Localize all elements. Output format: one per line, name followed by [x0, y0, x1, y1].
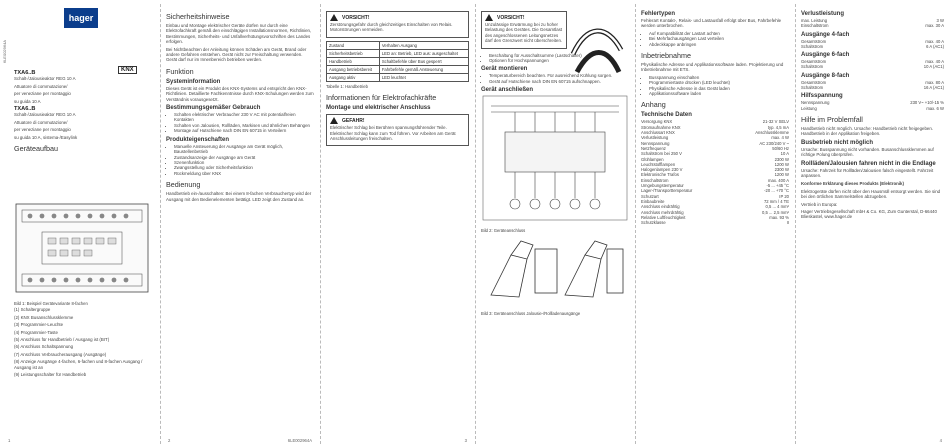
list-item: • Abdeckkappe anbringen [649, 42, 789, 47]
list-item: • Busspannung einschalten [649, 75, 789, 80]
warning-icon [485, 14, 493, 21]
table-cell: Ausgang aktiv [327, 73, 380, 81]
table-row [327, 41, 469, 49]
technische-heading: Technische Daten [641, 112, 692, 119]
model-code-2: TXA6..B [14, 106, 36, 113]
model-2-line-2: Attuatore di commutazione/ [14, 119, 68, 125]
spec-label: Glühlampen [641, 156, 664, 162]
table-cell: Schaltbefehle über Bus gesperrt [379, 57, 468, 65]
systeminfo-text: Dieses Gerät ist ein Produkt des KNX-Systems und entspricht den KNX-Richtlinien. Detaillierte Fachkenntnisse durch KNX-Schulungen werden zum Verständnis vorausgesetzt. [166, 85, 314, 102]
spec-label: Netzfrequenz [641, 145, 666, 151]
right-text: Ursache: Fahrzeit für Rollläden/Jalousien falsch eingestellt. Fahrzeit anpassen. [801, 167, 934, 178]
figure-1-caption: Bild 1: Beispiel Gerätevariante 8-fachen [14, 301, 88, 306]
vertrieb-label: Vertrieb in Europa: [801, 201, 838, 207]
produkt-heading: Produkteigenschaften [166, 136, 230, 143]
legend-item: (1) Schaltergruppe [14, 307, 51, 313]
list-item: • Schalten von Jalousien, Rollläden, Markisen und ähnlichen Behängen [174, 123, 314, 128]
geraet-heading: Gerät montieren [481, 66, 528, 73]
part-number: 6LE002964A [2, 40, 7, 64]
spec-table [641, 119, 789, 225]
device-diagram [12, 198, 152, 298]
warning-title: VORSICHT! [497, 15, 525, 21]
bestimmung-list [166, 112, 314, 134]
spec-table [801, 100, 944, 111]
column-6 [795, 0, 950, 448]
model-2-line-4: su guida 10 A, sistema-/Easylink [14, 134, 78, 140]
inbetrieb-heading: Inbetriebnahme [641, 51, 691, 61]
spec-value: max. 4 W [771, 135, 789, 141]
warning-box [481, 11, 567, 49]
table-row [327, 65, 469, 73]
wiring-diagram [481, 94, 629, 222]
page-number: 4 [939, 438, 942, 443]
spec-value: 21-32 V SELV [762, 119, 789, 125]
model-1-line-4: su guida 10 A [14, 98, 41, 104]
doc-code: 6LE002964A [287, 438, 312, 443]
hilfe-text: Handbetrieb nicht möglich. Ursache: Handbetrieb nicht freigegeben. Handbetrieb in der Applikation freigeben. [801, 125, 934, 137]
list-item: • Szenenfunktion [174, 160, 314, 165]
spec-label: Anschluss eindrähtig [641, 204, 680, 210]
list-item: • Montage auf Hutschiene nach DIN EN 60715 in Verteilern [174, 128, 314, 133]
table-row [327, 73, 469, 81]
spec-value: 16 A (AC1) [923, 85, 944, 91]
bedienung-heading: Bedienung [166, 180, 201, 190]
handbetrieb-table [326, 41, 469, 82]
spec-label: Anschluss mehrdrähtig [641, 209, 684, 215]
table-cell: LED an: Betrieb, LED aus: ausgeschaltet [379, 49, 468, 57]
spec-label: Stromaufnahme KNX [641, 124, 681, 130]
spec-value: max. 80 A [925, 79, 944, 85]
spec-value: max. 400 A [768, 177, 789, 183]
list-item: • Physikalische Adresse in das Gerät laden [649, 86, 789, 91]
spec-label: Verlustleistung [641, 135, 669, 141]
spec-value: 1200 W [774, 161, 789, 167]
spec-value: 2300 W [774, 156, 789, 162]
fehler-heading: Fehlertypen [641, 11, 676, 17]
spec-value: typ. 4,5 mA [767, 124, 789, 130]
column-4 [475, 0, 635, 448]
anhang-heading: Anhang [641, 100, 666, 110]
table-row [327, 49, 469, 57]
list-item: • Beschaltung für Ausschaltsumme (Lastschalter) [489, 53, 629, 58]
list-item: • Bei Mehrfachausgängen Last verteilen [649, 36, 789, 41]
spec-label: Schaltstrom bei 250 V [641, 151, 682, 157]
warning-text: Unzulässige Erwärmung bei zu hoher Belastung des Gerätes. Die Gesamtlast des angeschlossenen Leitungsnetzes darf den Grenzwert nicht überschreiten. [485, 22, 563, 44]
list-item: • Temperaturbereich beachten. Für ausreichend Kühlung sorgen. [489, 73, 629, 78]
spec-value: max. 30 A [925, 23, 944, 29]
legend-item: (2) KNX Busanschlussklemme [14, 314, 74, 320]
spec-label: Einschaltstrom [801, 23, 829, 29]
konform-text: Elektrogeräte dürfen nicht über den Hausmüll entsorgt werden. Sie sind bei den örtlichen Sammelstellen abzugeben. [801, 188, 941, 200]
spec-table [801, 59, 944, 70]
gerateaufbau-heading: Geräteaufbau [14, 144, 58, 154]
warning-icon [330, 14, 338, 21]
spec-row [801, 64, 944, 69]
list-item: • Rückmeldung über KNX [174, 171, 314, 176]
table-cell: Ausgang betriebsbereit [327, 65, 380, 73]
spec-label: Einschaltstrom [641, 177, 669, 183]
table-cell: Sicherheitsbetrieb [327, 49, 380, 57]
legend-item: (9) Leistungsschalter für Handbetrieb [14, 372, 87, 378]
list-item: • Zwangsstellung oder Sicherheitsfunktion [174, 165, 314, 170]
spec-value: -5 ... +45 °C [766, 183, 789, 189]
spec-value: II [786, 220, 789, 226]
systeminfo-heading: Systeminformation [166, 78, 221, 85]
spec-label: Elektronische Trafos [641, 172, 679, 178]
spec-value: IP 20 [779, 193, 789, 199]
bestimmung-heading: Bestimmungsgemäßer Gebrauch [166, 105, 261, 112]
spec-label: max. Leistung [801, 18, 828, 23]
spec-row [801, 85, 944, 90]
column-1 [0, 0, 160, 448]
list-item: • Manuelle Ansteuerung der Ausgänge am Gerät möglich, Baustellenbetrieb [174, 144, 314, 155]
danger-text: Elektrischer Schlag bei Berühren spannungsführender Teile. Elektrischer Schlag kann zum Tod führen. Vor Arbeiten am Gerät Anschlussleitungen freischalten. [330, 125, 456, 142]
list-item: • Optionen für Hochspannungen [489, 58, 629, 63]
legend-item: (8) Anzeige Ausgänge 4-fachen, 6-fachen und 8-fachen Ausgang / Ausgang ist an [14, 359, 143, 370]
legend-item: (6) Anschluss Schaltspannung [14, 344, 74, 350]
spec-label: Nennspannung [641, 140, 670, 146]
page-number: 3 [464, 438, 467, 443]
warning-box [326, 11, 469, 38]
spec-value: 50/60 Hz [772, 145, 789, 151]
sicherheit-text: Einbau und Montage elektrischer Geräte dürfen nur durch eine Elektrofachkraft gemäß den einschlägigen Installationsnormen, Richtlinien, Bestimmungen, Sicherheits- und Unfallverhütungsvorschriften des Landes erfolgen. [166, 23, 312, 45]
spec-label: Schutzklasse [641, 220, 666, 226]
danger-icon [330, 117, 338, 124]
danger-box [326, 114, 469, 146]
column-3 [320, 0, 475, 448]
hilfe-heading: Hilfe im Problemfall [801, 114, 863, 124]
spec-row [801, 23, 944, 28]
spec-value: 230 V~ +10/-15 % [910, 100, 944, 106]
info-heading: Informationen für Elektrofachkräfte [326, 93, 437, 103]
spec-value: 2300 W [774, 167, 789, 173]
spec-value: max. 6 W [926, 105, 944, 111]
legend-item: (4) Programmier-Taste [14, 329, 58, 335]
spec-value: 3 W [936, 18, 944, 23]
sicherheit-heading: Sicherheitshinweise [166, 12, 230, 21]
bullet-list [641, 31, 789, 47]
legend-item: (3) Programmier-Leuchte [14, 322, 64, 328]
spec-label: Einbaubreite [641, 198, 665, 204]
page-number: 1 [8, 438, 11, 443]
spec-table [801, 39, 944, 50]
spec-label: Lager-/Transporttemperatur [641, 188, 693, 194]
anschluss-heading: Gerät anschließen [481, 87, 534, 94]
spec-group-title: Hilfsspannung [801, 93, 843, 100]
spec-label: Schutzart [641, 193, 659, 199]
figure-2-caption: Bild 2: Geräteanschluss [481, 228, 526, 234]
fehler-text: Fehlerart Kontakt-, Relais- und Lastausfall erfolgt über Bus, Fahrbefehle werden unterbrochen. [641, 18, 782, 29]
spec-group-title: Ausgänge 6-fach [801, 52, 850, 59]
bedienung-text: Handbetrieb ein-/ausschalten: Bei einem 8-fachen Verbrauchertyp wird der Ausgang mit den Bedienelementen betätigt. LED zeigt den Zustand an. [166, 191, 312, 202]
spec-label: Schaltstrom [801, 85, 824, 91]
hager-logo: hager [64, 8, 98, 28]
model-code-1: TXA6..B [14, 70, 36, 76]
spec-label: Gesamtstrom [801, 38, 827, 44]
spec-group-title: Ausgänge 4-fach [801, 31, 850, 38]
spec-row [641, 220, 789, 225]
inbetrieb-text: Physikalische Adresse und Applikationssoftware laden. Projektierung und Inbetriebnahme mit ETS. [641, 62, 784, 73]
spec-table [801, 80, 944, 91]
table-cell: Zustand [327, 41, 380, 49]
model-2-line-3: per veneziane per montaggio [14, 127, 71, 133]
model-1-line-3: per veneziane per montaggio [14, 91, 71, 97]
model-1-line-1: Schalt-/Jalousieaktor REG 10 A [14, 76, 76, 82]
right-heading: Rollläden/Jalousien fahren nicht in die Endlage [801, 160, 936, 167]
spec-label: Schaltstrom [801, 64, 824, 70]
table-cell: Handbetrieb [327, 57, 380, 65]
spec-label: Gesamtstrom [801, 59, 827, 65]
spec-value: max. 40 A [925, 59, 944, 65]
spec-value: 10 A (AC1) [923, 64, 944, 70]
danger-title: GEFAHR! [342, 118, 365, 125]
model-1-line-2: Attuatore di commutazione/ [14, 83, 68, 89]
spec-value: max. 40 A [925, 38, 944, 44]
hands-illustration [481, 235, 629, 305]
list-item: • Programmiertaste drücken (LED leuchtet) [649, 80, 789, 85]
spec-group-title: Verlustleistung [801, 11, 845, 17]
buslast-heading: Busbetrieb nicht möglich [801, 139, 874, 146]
warning-title: VORSICHT! [342, 15, 370, 21]
table-cell: Verhalten Ausgang [379, 41, 468, 49]
spec-value: max. 93 % [769, 214, 789, 220]
spec-value: -20 ... +70 °C [764, 188, 789, 194]
spec-groups [801, 11, 944, 111]
spec-value: 1200 W [774, 172, 789, 178]
produkt-list [166, 144, 314, 176]
sicherheit-text-2: Bei Nichtbeachten der Anleitung können Schäden am Gerät, Brand oder andere Gefahren entstehen. Gerät nicht zur Freischaltung verwenden. Gerät darf nur im Innenbereich betrieben werden. [166, 46, 307, 63]
spec-value: 72 mm / 4 TE [763, 198, 789, 204]
list-item: • Applikationssoftware laden [649, 91, 789, 96]
table-row [327, 57, 469, 65]
table-cell: Fahrbefehle gemäß Ansteuerung [379, 65, 468, 73]
legend-item: (5) Anschluss für Handbetrieb / Ausgang ist (BIT) [14, 337, 110, 343]
spec-label: Halogenlampen 230 V [641, 167, 683, 173]
spec-value: 10 A [780, 151, 789, 157]
konform-label: Konforme Erklärung dieses Produkts (Elektronik) [801, 181, 904, 187]
knx-mark: KNX [118, 66, 137, 74]
spec-value: 0,5 ... 4 mm² [765, 204, 789, 210]
column-2 [160, 0, 320, 448]
spec-label: Relative Luftfeuchtigkeit [641, 214, 686, 220]
funktion-heading: Funktion [166, 66, 194, 76]
spec-value: 0,5 ... 2,5 mm² [762, 209, 789, 215]
spec-label: Anschlussart KNX [641, 130, 675, 136]
table-cell: LED leuchtet [379, 73, 468, 81]
buslast-text: Ursache: Busspannung nicht vorhanden. Busanschlussklemmen auf richtige Polung überprüfen. [801, 146, 934, 158]
spec-label: Versorgung KNX [641, 119, 673, 125]
figure-3-caption: Bild 3: Geräteanschluss Jalousie-/Rollladenausgänge [481, 310, 581, 316]
list-item: • Gerät auf Hutschiene nach DIN EN 60715 aufschnappen. [489, 79, 629, 84]
model-2-line-1: Schalt-/Jalousieaktor REG 10 A [14, 112, 76, 118]
spec-value: Anschlussklemme [755, 130, 789, 136]
spec-table [801, 18, 944, 29]
spec-value: 6 A (AC1) [926, 43, 944, 49]
montage-heading: Montage und elektrischer Anschluss [326, 105, 431, 112]
cable-icon [567, 14, 627, 84]
page-number: 2 [168, 438, 171, 443]
spec-value: AC 230/240 V ~ [759, 140, 789, 146]
spec-group-title: Ausgänge 8-fach [801, 72, 850, 79]
spec-label: Leistung [801, 105, 817, 111]
inbetrieb-list [641, 75, 789, 97]
list-item: • Auf Kompatibilität der Lastart achten [649, 31, 789, 36]
spec-row [801, 44, 944, 49]
spec-label: Leuchtstofflampen [641, 161, 676, 167]
spec-label: Gesamtstrom [801, 79, 827, 85]
column-5 [635, 0, 795, 448]
spec-label: Schaltstrom [801, 43, 824, 49]
spec-label: Umgebungstemperatur [641, 183, 684, 189]
list-item: • Zustandsanzeige der Ausgänge am Gerät [174, 155, 314, 160]
contact-text: Hager Vertriebsgesellschaft mbH & Co. KG, Zum Gunterstal, D-66440 Blieskastel, www.hager.de [801, 209, 937, 220]
spec-label: Nennspannung [801, 100, 830, 106]
legend-item: (7) Anschluss Verbraucherausgang (Ausgänge) [14, 351, 107, 357]
spec-row [801, 106, 944, 111]
warning-text: Zerstörungsgefahr durch gleichzeitiges Einschalten von Relais. Motorstörungen vermeiden. [330, 22, 453, 33]
list-item: • Schalten elektrischer Verbraucher 230 V AC mit potentialfreien Kontakten [174, 112, 314, 123]
table-caption: Tabelle 1: Handbetrieb [326, 83, 368, 89]
